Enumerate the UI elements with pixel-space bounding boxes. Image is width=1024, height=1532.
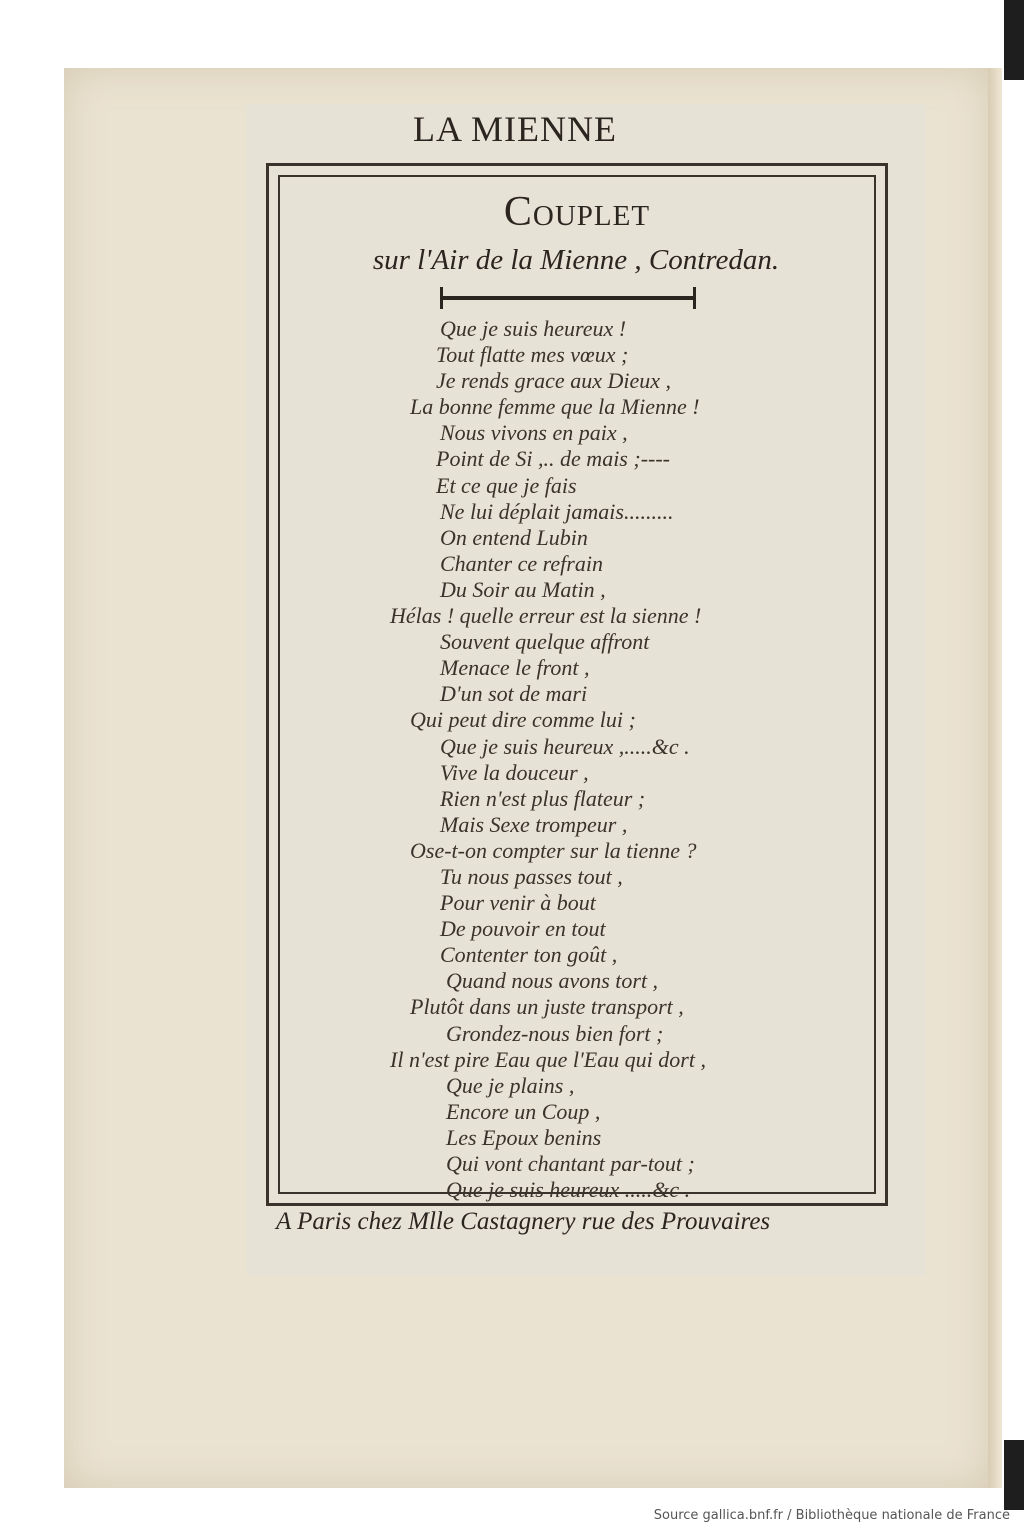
verse-line: Il n'est pire Eau que l'Eau qui dort , [390,1046,706,1072]
ornamental-rule [440,296,696,300]
verse-line: Qui vont chantant par-tout ; [446,1151,695,1176]
verse-line: Que je suis heureux ! [440,316,627,341]
verse-line: Je rends grace aux Dieux , [436,368,671,394]
verse-line: Que je plains , [446,1072,575,1098]
verse-line: Ose-t-on compter sur la tienne ? [410,837,697,863]
binding-strap-top [1004,0,1024,80]
verse-line: Pour venir à bout [440,890,596,916]
verse-block [380,316,860,1203]
verse-line: Rien n'est plus flateur ; [440,785,646,811]
verse-line: La bonne femme que la Mienne ! [410,394,700,420]
verse-line: Ne lui déplait jamais......... [440,498,674,524]
verse-line: Encore un Coup , [446,1098,601,1124]
verse-line: Point de Si ,.. de mais ;---- [436,446,670,472]
verse-line: Que je suis heureux ,.....&c . [440,733,690,759]
verse-line: Nous vivons en paix , [440,420,628,446]
binding-strap-bottom [1004,1440,1024,1510]
source-caption: Source gallica.bnf.fr / Bibliothèque nationale de France [653,1508,1010,1523]
song-title: Couplet [503,189,651,235]
verse-line: Tu nous passes tout , [440,863,623,889]
verse-line: On entend Lubin [440,524,588,550]
verse-line: Vive la douceur , [440,759,589,785]
verse-line: Tout flatte mes vœux ; [436,342,629,368]
verse-line: Mais Sexe trompeur , [440,811,628,837]
verse-line: Chanter ce refrain [440,550,603,576]
verse-line: Grondez-nous bien fort ; [446,1020,664,1046]
verse-line: Hélas ! quelle erreur est la sienne ! [390,603,702,629]
verse-line: Souvent quelque affront [440,629,650,655]
verse-line: D'un sot de mari [440,681,588,707]
verse-line: Contenter ton goût , [440,942,618,968]
verse-line: Qui peut dire comme lui ; [410,707,636,733]
verse-line: De pouvoir en tout [440,916,606,942]
verse-line: Et ce que je fais [436,472,577,498]
verse-line: Les Epoux benins [446,1124,602,1150]
adjacent-page-edge [988,68,1002,1488]
song-subtitle: sur l'Air de la Mienne , Contredan. [372,244,780,276]
verse-line: Que je suis heureux .....&c . [446,1177,691,1203]
verse-line: Menace le front , [440,655,590,681]
verse-line: Du Soir au Matin , [440,576,606,602]
page-heading: LA MIENNE [413,109,617,149]
imprint-line: A Paris chez Mlle Castagnery rue des Prouvaires [276,1208,771,1235]
verse-line: Quand nous avons tort , [446,968,659,994]
verse-line: Plutôt dans un juste transport , [410,994,684,1020]
